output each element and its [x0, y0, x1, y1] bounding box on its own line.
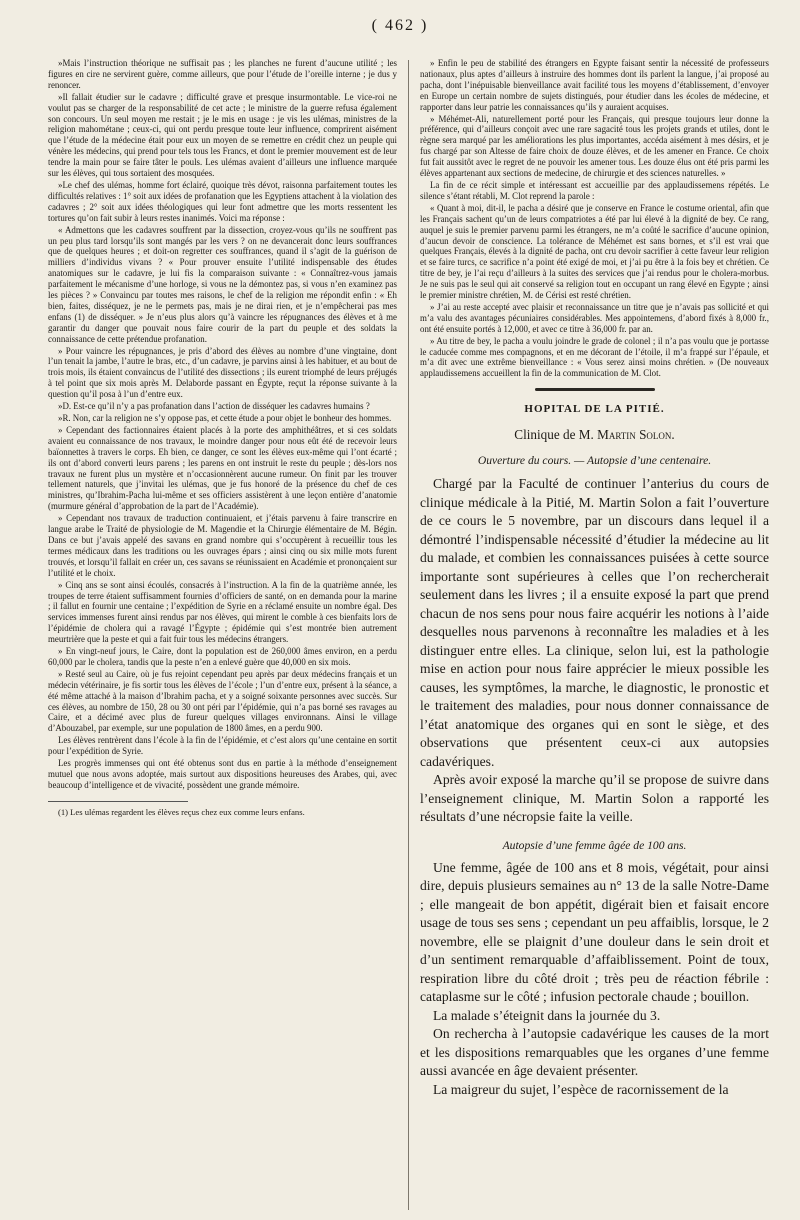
observation-title: Autopsie d’une femme âgée de 100 ans.: [502, 838, 687, 852]
paragraph: » Cependant nos travaux de traduction continuaient, et j’étais parvenu à faire transcrire en langue arabe le Traité de physiologie de M. Magendie et la Chirurgie élémentaire de M. Bégin. Dans ce but j’avais appelé des savans en grand nombre qui s’occupèrent à recueillir tous les termes médicaux dans les traditions ou les ouvrages épars ; ainsi cinq ou six mille mots furent trouvés, et lorsqu’il fallait en créer un, ces savans se réunissaient en Académie et prononçaient sur l’utilité et le choix.: [48, 513, 397, 578]
section-heading: HOPITAL DE LA PITIÉ.: [524, 403, 665, 416]
clinic-title: [420, 427, 769, 443]
paragraph: »D. Est-ce qu’il n’y a pas profanation dans l’action de disséquer les cadavres humains ?: [58, 401, 370, 412]
section-separator: [535, 388, 655, 391]
paragraph: »Mais l’instruction théorique ne suffisait pas ; les planches ne furent d’aucune utilité ; les figures en cire ne servirent guère, comme ailleurs, que pour l’étude de l’oreille interne ; je dus y renoncer.: [48, 58, 397, 90]
footnote-rule: [48, 801, 188, 802]
column-divider: [408, 60, 409, 1210]
paragraph: » Cinq ans se sont ainsi écoulés, consacrés à l’instruction. A la fin de la quatrième année, les troupes de terre étaient suffisamment fournies d’officiers de santé, on en demanda pour la marine ; il fallut en fournir une centaine ; l’expédition de Syrie en a réclamé ensuite un nombre égal. Des services immenses furent ainsi rendus par nos élèves, qui mirent le comble à ces bienfaits lors de l’épidémie de cholera qui a ravagé l’Égypte ; épidémie qui s’est montrée bien autrement meurtrière que la peste et qui a fait fuir tous les médecins étrangers.: [48, 579, 397, 645]
page-number: ( 462 ): [371, 17, 429, 34]
paragraph: « Quant à moi, dit-il, le pacha a désiré que je conserve en France le costume oriental, afin que les Français sachent qu’un de leurs compatriotes a été par lui élevé à la dignité de bey. Ce rang, auquel je suis le premier parvenu parmi les étrangers, ne m’a coûté le sacrifice d’aucune opinion, d’aucun devoir de conscience. La tolérance de Méhémet est sans bornes, et s’il est vrai que quelques Français, élevés à la dignité de pacha, ont cru devoir sacrifier à cette faveur leur religion et se faire turcs, ce sacrifice n’a point été exigé de moi, et j’ai pu être à la fois bey et chrétien. Ce titre de bey, je l’ai reçu d’ailleurs à la suites des services que j’ai rendus pour le cholera-morbus. Je ne suis pas le seul qui ait conservé sa religion tout en occupant un rang élevé en Egypte ; ainsi le premier ministre chrétien, M. de Cérisi est resté chrétien.: [420, 202, 769, 301]
observation-paragraph: La malade s’éteignit dans la journée du 3.: [433, 1007, 661, 1023]
observation-paragraph: On rechercha à l’autopsie cadavérique les causes de la mort et les dispositions remarquables que les organes d’une femme aussi avancée en âge devaient présenter.: [420, 1026, 769, 1079]
paragraph: » Resté seul au Caire, où je fus rejoint cependant peu après par deux médecins français et un médecin vétérinaire, je fis sortir tous les élèves de l’école ; l’un d’entre eux, présent à la séance, a été même attaché à la maison d’Ibrahim pacha, et y a soigné soixante personnes avec succès. Sur ces élèves, au nombre de 150, 28 ou 30 ont péri par l’épidémie, qui n’a pas borné ses ravages au Caire, et a décimé avec plus de fureur quelques villages environnans. Ainsi le village d’Abouzabel, par exemple, sur une population de 1800 âmes, en a perdu 900.: [48, 668, 397, 734]
observation-paragraph: Une femme, âgée de 100 ans et 8 mois, végétait, pour ainsi dire, depuis plusieurs semaines au n° 13 de la salle Notre-Dame ; elle mangeait de bon appétit, digérait bien et faisait encore usage de tous ses sens ; cependant un peu affaiblis, lorsque, le 2 novembre, elle se plaignit d’une douleur dans le sein droit et d’un sentiment remarquable d’affaiblissement. Point de toux, respiration libre du côté droit ; très peu de réaction fébrile : cataplasme sur le côté ; infusion pectorale chaude ; bouillon.: [420, 859, 769, 1005]
paragraph: » Au titre de bey, le pacha a voulu joindre le grade de colonel ; il n’a pas voulu que je portasse le caducée comme mes compagnons, et en me décorant de l’étoile, il m’a frappé sur l’épaule, et m’a dit avec une extrême bienveillance : « Vous serez ainsi moins chrétien. » (De nouveaux applaudissemens accueillent la fin de la communication de M. Clot.: [420, 335, 769, 379]
clinic-title-prefix: Clinique de M.: [514, 427, 598, 443]
paragraph: » En vingt-neuf jours, le Caire, dont la population est de 260,000 âmes environ, en a perdu 60,000 par le cholera, tandis que la peste n’en a enlevé guère que 40,000 en six mois.: [48, 646, 397, 667]
left-column: [48, 58, 397, 1216]
paragraph: »Il fallait étudier sur le cadavre ; difficulté grave et presque insurmontable. Le vice-roi ne voulut pas se charger de la responsabilité de cet acte ; le ministre de la guerre refusa également son concours. Un seul moyen me restait ; je le mis en usage : je vis les ulémas, ministres de la religion mahométane ; ceux-ci, qui ont perdu presque toute leur influence, comprirent aisément que l’étude de la médecine était pour eux un moyen de se remettre en crédit chez un peuple qui vénère les médecins, qui prend pour tels tous les Francs, et dont le premier mouvement est de leur tendre la main pour se faire tâter le pouls. Les ulémas avaient d’ailleurs une influence marquée sur les élèves, qui tous sortaient des mosquées.: [48, 91, 397, 179]
paragraph: « Admettons que les cadavres souffrent par la dissection, croyez-vous qu’ils ne souffrent pas un peu plus tard lorsqu’ils sont mangés par les vers ? on ne devancerait donc leurs souffrances que de quelques heures ; et doit-on regretter ces souffrances, quand il s’agit de la guérison de milliers d’individus vivans ? « Pour prouver ensuite l’utilité indispensable des études anatomiques sur le cadavre, je lui fis la comparaison suivante : « Connaîtrez-vous jamais parfaitement le mécanisme d’une horloge, si vous ne la démontez pas, si vous n’en examinez pas les pièces ? » Convaincu par toutes mes raisons, le chef de la religion me répondit enfin : « Eh bien, faites, disséquez, je ne le permets pas, mais je ne dirai rien, et je n’empêcherai pas mes enfans (1) de disséquer. » Je n’eus plus alors qu’à vaincre les répugnances des élèves et à me garantir du danger que pouvait nous faire courir de la part du peuple et des soldats la connaissance de cette prétendue profanation.: [48, 224, 397, 344]
clinic-paragraph: Après avoir exposé la marche qu’il se propose de suivre dans l’enseignement clinique, M. Martin Solon a rapporté les résultats d’une nécropsie faite la veille.: [420, 772, 769, 825]
paragraph: » Méhémet-Ali, naturellement porté pour les Français, qui presque toujours leur donne la préférence, qui d’ailleurs conçoit avec une rare sagacité tous les projets grands et utiles, dont le règne sera marqué par les améliorations les plus importantes, accéda aisément à mes désirs, et je fus chargé par son Altesse de faire choix de douze élèves, et de les amener en France. Ce choix fut fait aussitôt avec le regret de ne pouvoir les amener tous. Les douze élus ont été pris parmi les élèves appartenant aux sections de medecine, de chirurgie et des sciences naturelles. »: [420, 113, 769, 179]
right-column: [420, 58, 769, 1216]
paragraph: La fin de ce récit simple et intéressant est accueillie par des applaudissemens répétés. Le silence s’étant rétabli, M. Clot reprend la parole :: [420, 179, 769, 201]
paragraph: » J’ai au reste accepté avec plaisir et reconnaissance un titre que je n’avais pas sollicité et qui m’a valu des avantages pécuniaires considérables. Mes appointemens, d’abord fixés à 8,000 fr., ont été ensuite portés à 12,000, et avec ce titre à 36,000 fr. par an.: [420, 301, 769, 334]
paragraph: » Cependant des factionnaires étaient placés à la porte des amphithéâtres, et si ces soldats avaient eu connaissance de nos travaux, le moindre danger pour nous eût été de recevoir leurs baïonnettes à travers le corps. Eh bien, ce danger, ce sont les élèves eux-même qui l’ont écarté ; ils ont d’abord converti leurs parens ; les parens en ont instruit le reste du peuple ; dès-lors nos travaux ne furent plus un mystère et n’occasionnèrent aucune rumeur. On finit par les trouver tellement naturels, que j’invitai les ulémas, que je fus honoré de la présence du chef de ces ministres, qu’Ibrahim-Pacha lui-même et ses officiers assistèrent à une leçon entière d’anatomie (murmure général d’approbation de la part de l’Académie).: [48, 424, 397, 512]
paragraph: » Pour vaincre les répugnances, je pris d’abord des élèves au nombre d’une vingtaine, dont l’un tenait la jambe, l’autre le bras, etc., d’un cadavre, je parvins ainsi à les habituer, et au bout de trois mois, ils étaient convaincus de l’utilité des dissections ; ils eurent triomphé de leurs préjugés à tel point que six mois après M. Delaborde passant en Égypte, reçut la réponse suivante à la question qu’il posa à l’un d’entre eux.: [48, 345, 397, 400]
clinic-title-suffix: .: [671, 427, 675, 443]
paragraph: » Enfin le peu de stabilité des étrangers en Egypte faisant sentir la nécessité de professeurs nationaux, plus aptes d’ailleurs à instruire des hommes dont ils parlent la langue, j’ai proposé au pacha, dont l’inépuisable bienveillance avait facilité tous les moyens d’établissement, d’envoyer en Europe un certain nombre de sujets distingués, pour étudier dans les écoles de médecine, et rapporter dans leur patrie les connaissances qu’ils y auraient acquises.: [420, 58, 769, 112]
paragraph: Les progrès immenses qui ont été obtenus sont dus en partie à la méthode d’enseignement mutuel que nous avons adoptée, mais surtout aux dispositions heureuses des Arabes, qui, avec beaucoup d’intelligence et de vivacité, possèdent une grande mémoire.: [48, 758, 397, 790]
paragraph: »Le chef des ulémas, homme fort éclairé, quoique très dévot, raisonna parfaitement toutes les difficultés relatives : 1° soit aux idées de profanation que les Egyptiens attachent à la violation des cadavres ; 2° soit aux idées théologiques qui leur font admettre que les morts ressentent les tortures qu’on fait subir à leurs restes inanimés. Voici ma réponse :: [48, 179, 397, 223]
observation-paragraph: La maigreur du sujet, l’espèce de racornissement de la: [433, 1081, 729, 1097]
clinic-paragraph: Chargé par la Faculté de continuer l’anterius du cours de clinique médicale à la Pitié, M. Martin Solon a fait l’ouverture de ce cours le 5 novembre, par un discours dans lequel il a démontré l’indispensable nécessité d’étudier la médecine au lit du malade, et combien les connaissances puisées à cette source importante sont supérieures à celles que l’on rechercherait seulement dans les livres ; il a ensuite exposé la part que prend chacun de nos sens pour nous faire acquérir les notions à l’aide desquelles nous parvenons à reconnaître les maladies et à les distinguer entre elles. La clinique, selon lui, est la pathologie mise en action pour nous faire apprécier le mieux possible les causes, les symptômes, la marche, le diagnostic, le pronostic et le traitement des maladies, pour nous donner connaissance de l’état anatomique des organes qui en sont le siège, et des observations que présentent ceux-ci aux autopsies cadavériques.: [420, 476, 769, 769]
paragraph: »R. Non, car la religion ne s’y oppose pas, et cette étude a pour objet le bonheur des hommes.: [58, 413, 392, 423]
clinic-title-name: Martin Solon: [597, 427, 672, 443]
footnote: (1) Les ulémas regardent les élèves reçus chez eux comme leurs enfans.: [58, 806, 305, 817]
paragraph: Les élèves rentrèrent dans l’école à la fin de l’épidémie, et c’est alors qu’une centaine en sortit pour l’expédition de Syrie.: [48, 735, 397, 757]
clinic-subheading: Ouverture du cours. — Autopsie d’une centenaire.: [477, 454, 712, 468]
